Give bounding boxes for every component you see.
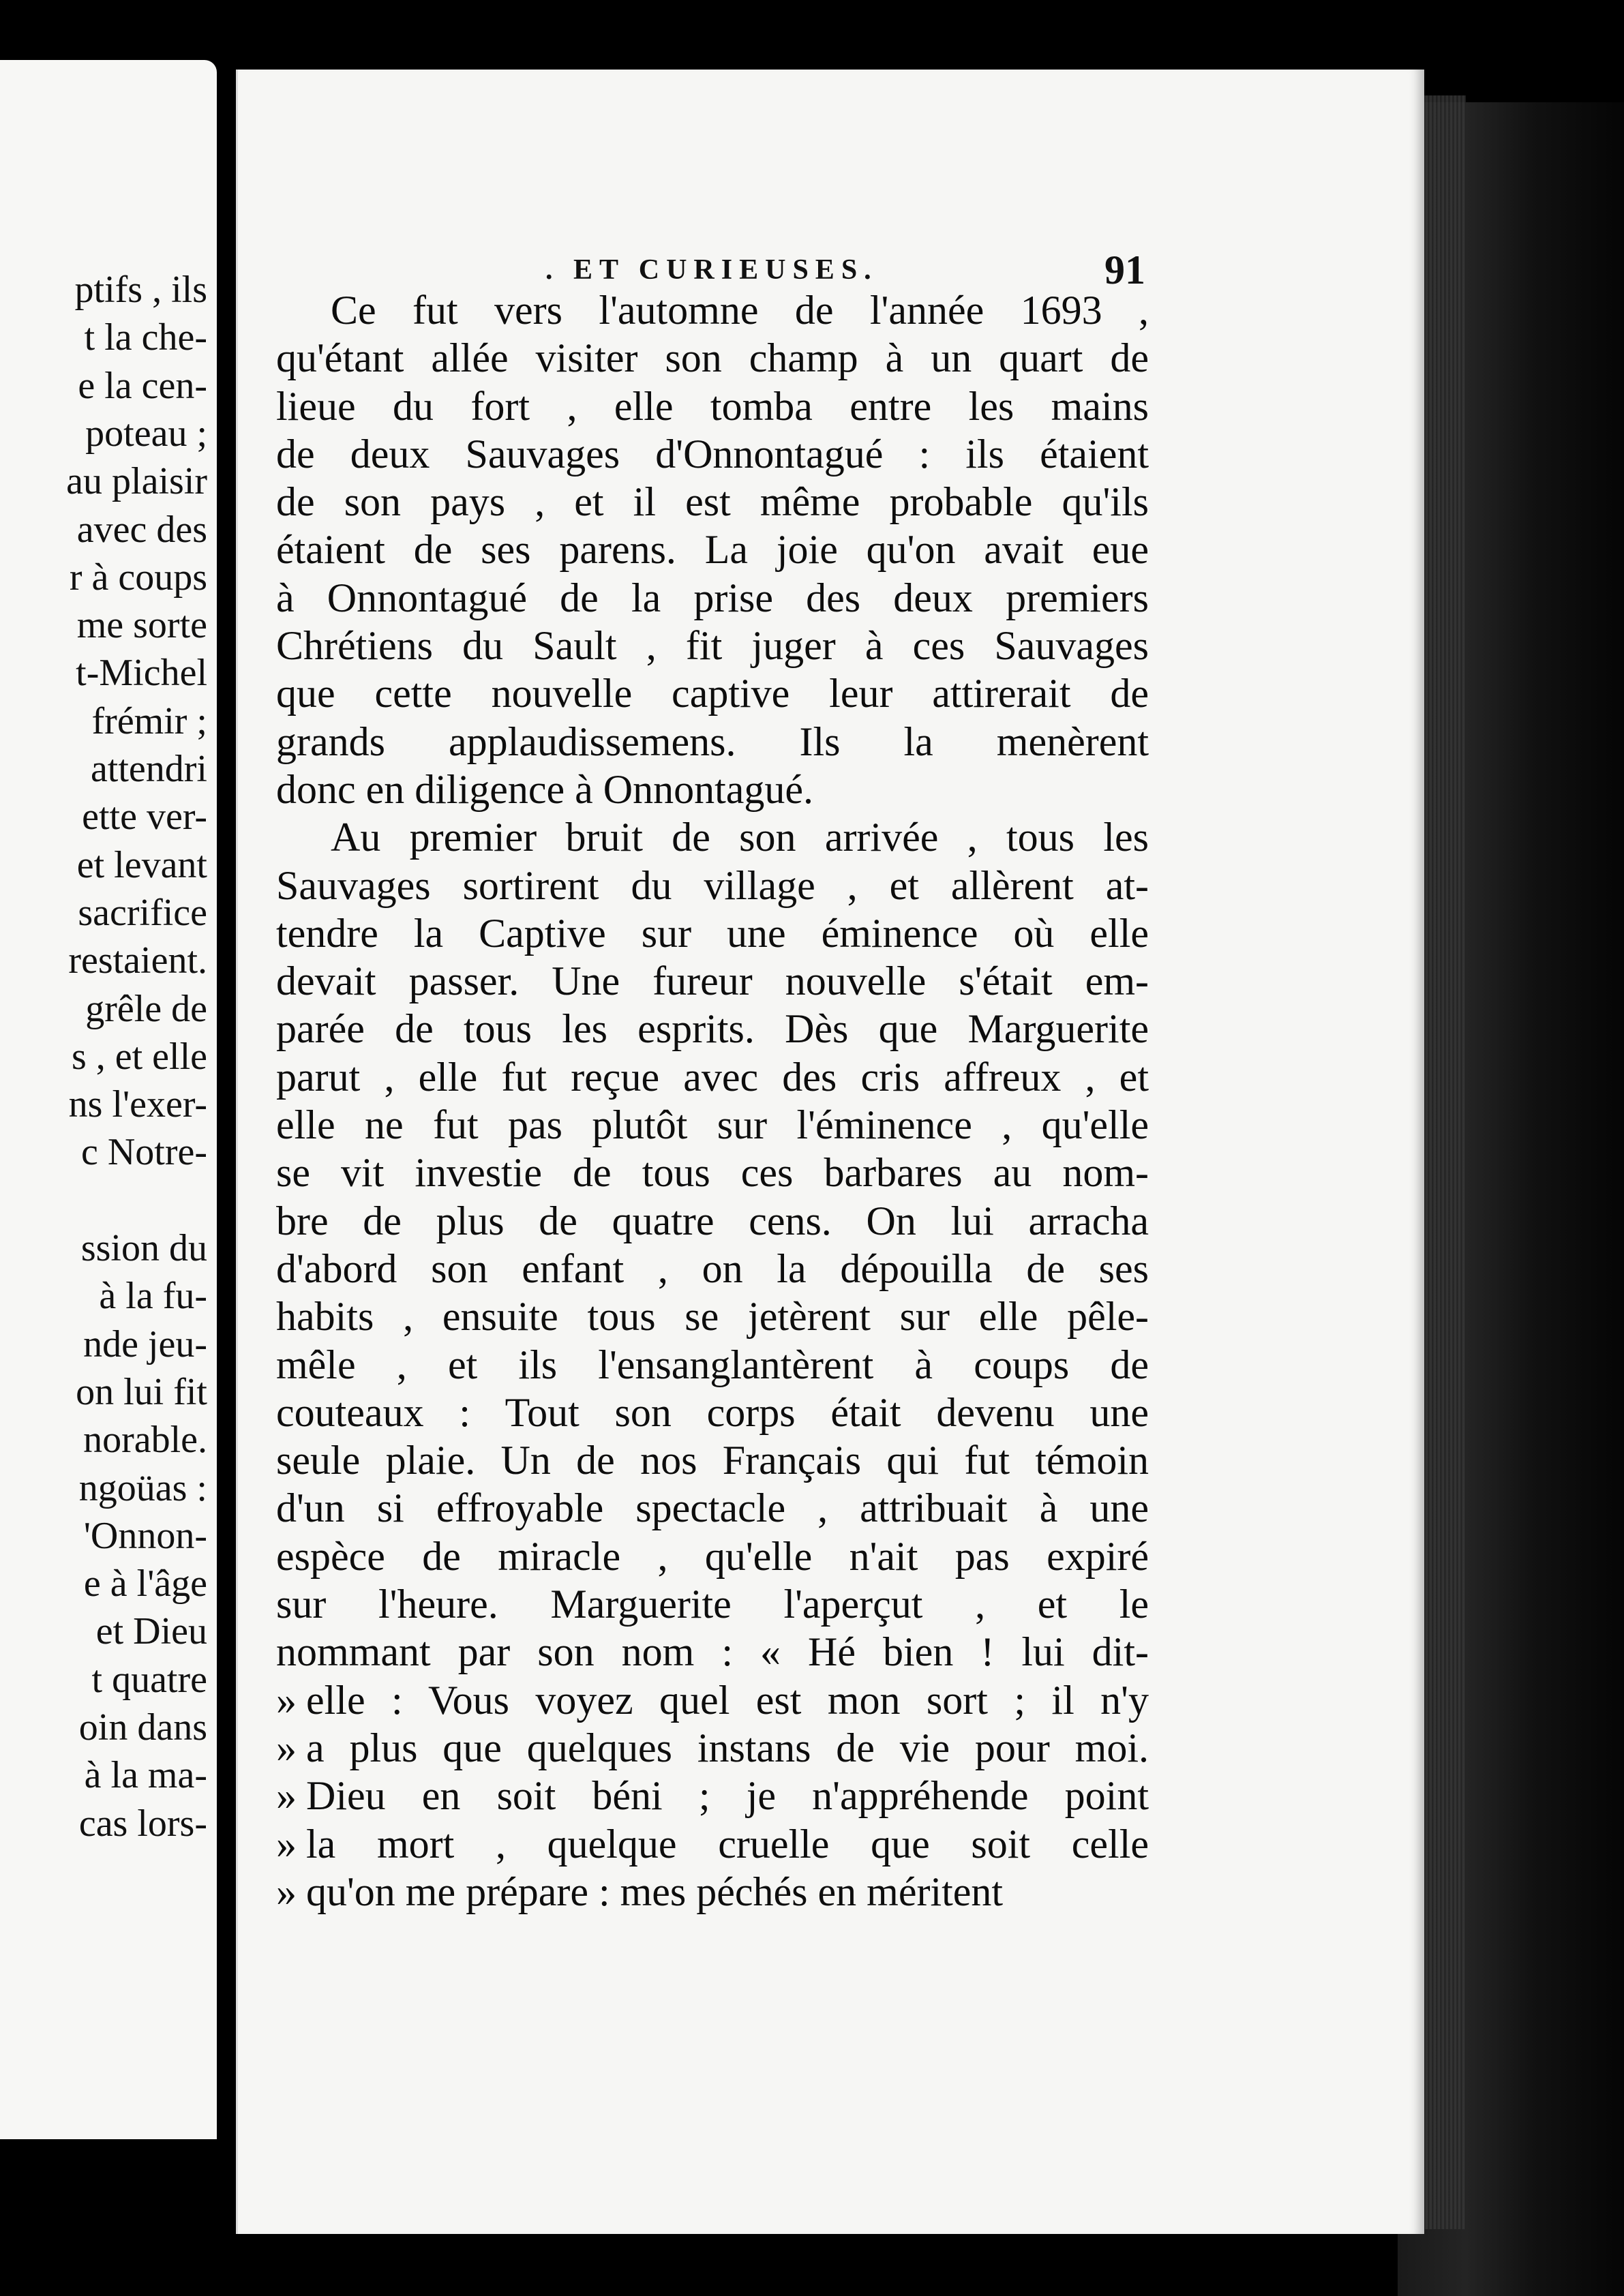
left-page-line: ssion du	[80, 1227, 207, 1269]
text-line: elle ne fut pas plutôt sur l'éminence , qu'elle	[276, 1102, 1149, 1148]
left-page-line: et levant	[76, 843, 207, 886]
left-page-line: ns l'exer-	[68, 1083, 207, 1126]
left-page-line: nde jeu-	[83, 1323, 207, 1365]
text-line: lieue du fort , elle tomba entre les mains	[276, 383, 1149, 429]
text-line-content: a plus que quelques instans de vie pour moi.	[306, 1725, 1149, 1770]
text-line: à Onnontagué de la prise des deux premiers	[276, 575, 1149, 620]
text-line: Ce fut vers l'automne de l'année 1693 ,	[331, 288, 1149, 333]
left-page-line: poteau ;	[85, 412, 207, 455]
text-line: couteaux : Tout son corps était devenu une	[276, 1389, 1149, 1435]
left-page-line: c Notre-	[80, 1131, 207, 1174]
left-page-line: 'Onnon-	[83, 1514, 207, 1557]
text-line	[276, 1868, 1149, 1916]
left-page-line: ngoüas :	[78, 1466, 207, 1509]
running-head: . ET CURIEUSES.	[545, 254, 878, 286]
text-line: sur l'heure. Marguerite l'aperçut , et le	[276, 1582, 1149, 1627]
left-page-line: t-Michel	[76, 652, 207, 695]
left-page-line: t la che-	[84, 316, 207, 359]
text-line: Au premier bruit de son arrivée , tous les	[331, 815, 1149, 860]
text-line: Chrétiens du Sault , fit juger à ces Sauvages	[276, 623, 1149, 669]
left-page-line: attendri	[90, 748, 207, 790]
left-page-line: frémir ;	[91, 699, 207, 742]
left-page-line: me sorte	[76, 604, 207, 647]
quotation-continuation-mark: »	[276, 1725, 297, 1770]
text-line: espèce de miracle , qu'elle n'ait pas expiré	[276, 1533, 1149, 1579]
left-page-line: restaient.	[68, 939, 207, 982]
left-page-line: sacrifice	[78, 891, 207, 934]
text-line: d'un si effroyable spectacle , attribuait à une	[276, 1485, 1149, 1531]
quotation-continuation-mark: »	[276, 1677, 297, 1723]
text-line: étaient de ses parens. La joie qu'on avait eue	[276, 527, 1149, 573]
left-page-line: avec des	[76, 508, 207, 551]
left-page	[0, 60, 217, 2139]
text-line: parut , elle fut reçue avec des cris affreux , et	[276, 1054, 1149, 1100]
text-line-content: Dieu en soit béni ; je n'appréhende point	[306, 1773, 1149, 1819]
text-line: que cette nouvelle captive leur attirerait de	[276, 671, 1149, 716]
left-page-line: t quatre	[91, 1658, 207, 1701]
text-line: d'abord son enfant , on la dépouilla de ses	[276, 1245, 1149, 1291]
left-page-line: à la fu-	[99, 1275, 207, 1318]
quotation-continuation-mark: »	[276, 1821, 297, 1867]
left-page-line: ptifs , ils	[74, 269, 207, 311]
text-line: de son pays , et il est même probable qu'ils	[276, 479, 1149, 525]
left-page-line: cas lors-	[78, 1802, 207, 1845]
text-line-content: la mort , quelque cruelle que soit celle	[306, 1821, 1149, 1867]
text-line: qu'étant allée visiter son champ à un quart de	[276, 335, 1149, 381]
text-line: seule plaie. Un de nos Français qui fut témoin	[276, 1438, 1149, 1483]
text-line: habits , ensuite tous se jetèrent sur elle pêle-	[276, 1294, 1149, 1340]
text-line: devait passer. Une fureur nouvelle s'était em-	[276, 958, 1149, 1004]
left-page-line: norable.	[83, 1419, 207, 1462]
quotation-continuation-mark: »	[276, 1773, 297, 1819]
page-number: 91	[1104, 247, 1145, 292]
left-page-line: e à l'âge	[83, 1562, 207, 1605]
left-page-line: ette ver-	[82, 796, 207, 839]
left-page-line: on lui fit	[76, 1370, 207, 1413]
text-line	[276, 1820, 1149, 1868]
text-line	[276, 1676, 1149, 1724]
text-line	[276, 1724, 1149, 1772]
text-line-content: elle : Vous voyez quel est mon sort ; il n'y	[306, 1677, 1149, 1723]
left-page-line: e la cen-	[78, 364, 207, 407]
text-line: se vit investie de tous ces barbares au nom-	[276, 1150, 1149, 1196]
text-line	[276, 1772, 1149, 1819]
text-line: donc en diligence à Onnontagué.	[276, 766, 814, 812]
text-line: parée de tous les esprits. Dès que Marguerite	[276, 1006, 1149, 1052]
left-page-line: et Dieu	[95, 1610, 207, 1653]
body-text	[276, 286, 1149, 1916]
text-line: nommant par son nom : « Hé bien ! lui dit-	[276, 1629, 1149, 1675]
left-page-line: s , et elle	[71, 1035, 207, 1078]
text-line: mêle , et ils l'ensanglantèrent à coups de	[276, 1342, 1149, 1387]
left-page-line: oin dans	[78, 1706, 207, 1749]
left-page-line: r à coups	[69, 556, 207, 599]
text-line-content: qu'on me prépare : mes péchés en méritent	[306, 1869, 1004, 1914]
left-page-line: à la ma-	[84, 1754, 207, 1797]
text-line: bre de plus de quatre cens. On lui arracha	[276, 1198, 1149, 1243]
left-page-line: au plaisir	[66, 460, 207, 503]
text-line: Sauvages sortirent du village , et allèrent at-	[276, 862, 1149, 908]
text-line: tendre la Captive sur une éminence où elle	[276, 910, 1149, 956]
text-line: de deux Sauvages d'Onnontagué : ils étaient	[276, 431, 1149, 477]
quotation-continuation-mark: »	[276, 1869, 297, 1914]
text-line: grands applaudissemens. Ils la menèrent	[276, 719, 1149, 764]
left-page-line: grêle de	[85, 987, 207, 1030]
